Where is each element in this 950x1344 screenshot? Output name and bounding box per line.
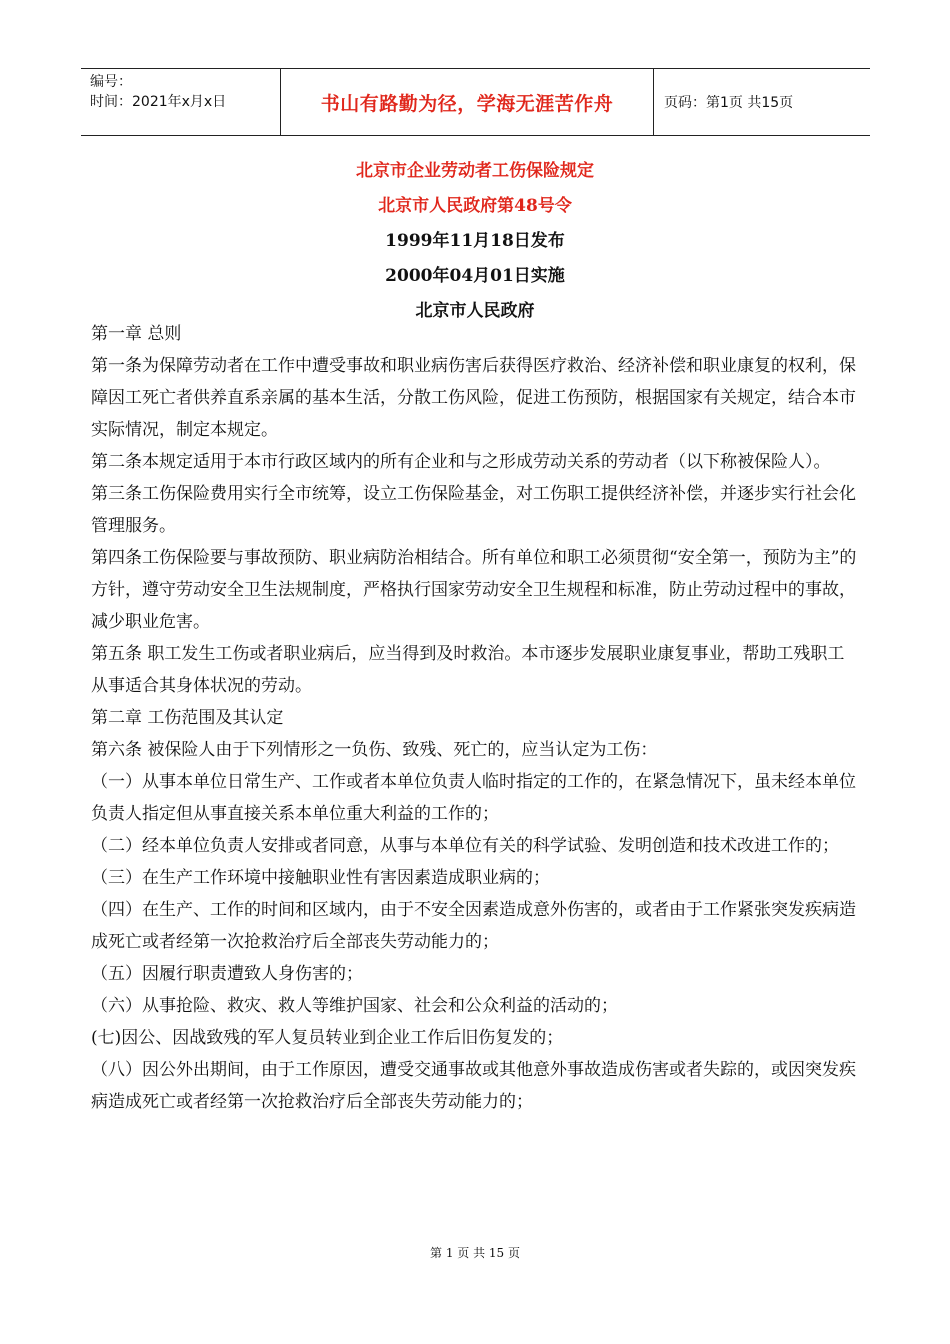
chapter-heading: 第二章 工伤范围及其认定 — [91, 708, 284, 728]
title-block — [0, 154, 950, 329]
article-paragraph: 第六条 被保险人由于下列情形之一负伤、致残、死亡的，应当认定为工伤： — [91, 740, 658, 760]
number-label: 编号： — [90, 74, 132, 90]
document-body — [91, 318, 861, 1118]
list-item: （八）因公外出期间，由于工作原因，遭受交通事故或其他意外事故造成伤害或者失踪的，或因突发疾病造成死亡或者经第一次抢救治疗后全部丧失劳动能力的； — [91, 1060, 856, 1112]
issuer: 北京市人民政府 — [415, 301, 535, 321]
document-header — [81, 68, 870, 136]
article-paragraph: 第四条工伤保险要与事故预防、职业病防治相结合。所有单位和职工必须贯彻“安全第一，预防为主”的方针，遵守劳动安全卫生法规制度，严格执行国家劳动安全卫生规程和标准，防止劳动过程中的事故，减少职业危害。 — [91, 548, 857, 632]
list-item: （一）从事本单位日常生产、工作或者本单位负责人临时指定的工作的，在紧急情况下，虽未经本单位负责人指定但从事直接关系本单位重大利益的工作的； — [91, 772, 856, 824]
page-info: 页码：第1页 共15页 — [664, 95, 794, 111]
chapter-heading: 第一章 总则 — [91, 324, 182, 344]
decree-number: 北京市人民政府第48号令 — [378, 196, 572, 216]
list-item: （二）经本单位负责人安排或者同意，从事与本单位有关的科学试验、发明创造和技术改进工作的； — [91, 836, 839, 856]
header-meta-cell — [81, 69, 281, 135]
list-item: （三）在生产工作环境中接触职业性有害因素造成职业病的； — [91, 868, 550, 888]
list-item: （五）因履行职责遭致人身伤害的； — [91, 964, 363, 984]
motto: 书山有路勤为径，学海无涯苦作舟 — [281, 69, 654, 135]
list-item: (七)因公、因战致残的军人复员转业到企业工作后旧伤复发的； — [91, 1028, 564, 1048]
article-paragraph: 第二条本规定适用于本市行政区域内的所有企业和与之形成劳动关系的劳动者（以下称被保险人）。 — [91, 452, 831, 472]
issue-date: 1999年11月18日发布 — [385, 231, 565, 251]
list-item: （四）在生产、工作的时间和区域内，由于不安全因素造成意外伤害的，或者由于工作紧张突发疾病造成死亡或者经第一次抢救治疗后全部丧失劳动能力的； — [91, 900, 856, 952]
effective-date: 2000年04月01日实施 — [385, 266, 565, 286]
page-footer: 第 1 页 共 15 页 — [430, 1246, 520, 1260]
article-paragraph: 第三条工伤保险费用实行全市统筹，设立工伤保险基金，对工伤职工提供经济补偿，并逐步实行社会化管理服务。 — [91, 484, 856, 536]
list-item: （六）从事抢险、救灾、救人等维护国家、社会和公众利益的活动的； — [91, 996, 618, 1016]
time-label: 时间：2021年x月x日 — [90, 94, 227, 110]
article-paragraph: 第五条 职工发生工伤或者职业病后，应当得到及时救治。本市逐步发展职业康复事业，帮助工残职工从事适合其身体状况的劳动。 — [91, 644, 845, 696]
article-paragraph: 第一条为保障劳动者在工作中遭受事故和职业病伤害后获得医疗救治、经济补偿和职业康复的权利，保障因工死亡者供养直系亲属的基本生活，分散工伤风险，促进工伤预防，根据国家有关规定，结合本市实际情况，制定本规定。 — [91, 356, 856, 440]
document-title: 北京市企业劳动者工伤保险规定 — [356, 161, 594, 181]
